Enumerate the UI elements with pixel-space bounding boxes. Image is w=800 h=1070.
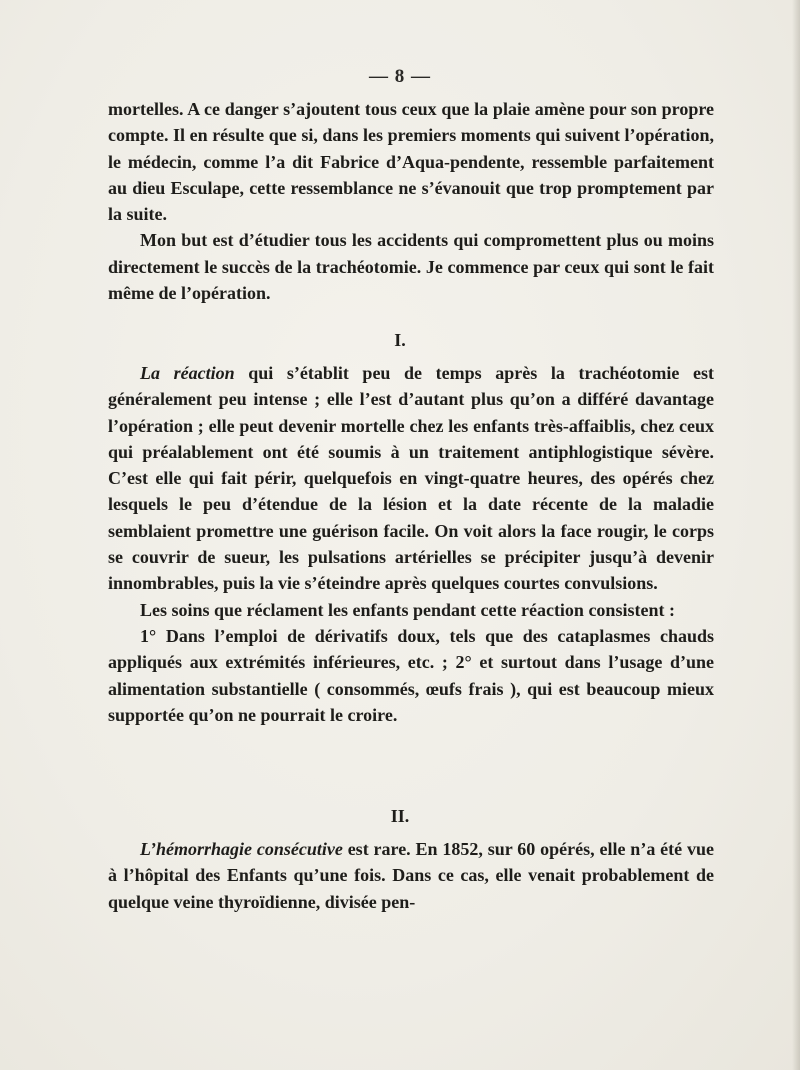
section-1-text — [108, 360, 714, 728]
section-1-paragraph-2: Les soins que réclament les enfants pendant cette réaction consistent : — [140, 599, 675, 620]
page-edge-shadow — [792, 0, 800, 1070]
section-2-lead-term: L’hémorrhagie consécutive — [140, 839, 343, 859]
section-heading-2: II. — [390, 806, 410, 826]
section-heading-1: I. — [394, 330, 406, 350]
section-1-paragraph-1 — [108, 360, 714, 597]
page-number: — 8 — — [369, 66, 431, 87]
intro-paragraph-1: mortelles. A ce danger s’ajoutent tous ceux que la plaie amène pour son propre compte. Il en résulte que si, dans les premiers moments qui suivent l’opération, le médecin, comme l’a dit Fabrice d’Aqua-pendente, ressemble parfaitement au dieu Esculape, cette ressemblance ne s’évanouit que trop promptement par la suite. — [108, 99, 714, 225]
intro-text — [108, 96, 714, 306]
intro-paragraph-2: Mon but est d’étudier tous les accidents qui compromettent plus ou moins directement le succès de la trachéotomie. Je commence par ceux qui sont le fait même de l’opération. — [108, 230, 714, 304]
section-2-paragraph-1 — [108, 836, 714, 915]
section-1-paragraph-3: 1° Dans l’emploi de dérivatifs doux, tels que des cataplasmes chauds appliqués aux extrémités inférieures, etc. ; 2° et surtout dans l’usage d’une alimentation substantielle ( consommés, œufs frais ), qui est beaucoup mieux supportée qu’on ne pourrait le croire. — [108, 625, 714, 725]
section-2-paragraph-1-body: est rare. En 1852, sur 60 opérés, elle n’a été vue à l’hôpital des Enfants qu’une fois. Dans ce cas, elle venait probablement de quelque veine thyroïdienne, divisée pen- — [108, 839, 714, 912]
section-2-text — [108, 836, 714, 915]
section-1-lead-term: La réaction — [140, 363, 235, 383]
section-1-paragraph-1-body: qui s’établit peu de temps après la trachéotomie est généralement peu intense ; elle l’est d’autant plus qu’on a différé davantage l’opération ; elle peut devenir mortelle chez les enfants très-affaiblis, chez ceux qui préalablement ont été soumis à un traitement antiphlogistique sévère. C’est elle qui fait périr, quelquefois en vingt-quatre heures, des opérés chez lesquels le peu d’étendue de la lésion et la date récente de la maladie semblaient promettre une guérison facile. On voit alors la face rougir, le corps se couvrir de sueur, les pulsations artérielles se précipiter jusqu’à devenir innombrables, puis la vie s’éteindre après quelques courtes convulsions. — [108, 363, 715, 594]
